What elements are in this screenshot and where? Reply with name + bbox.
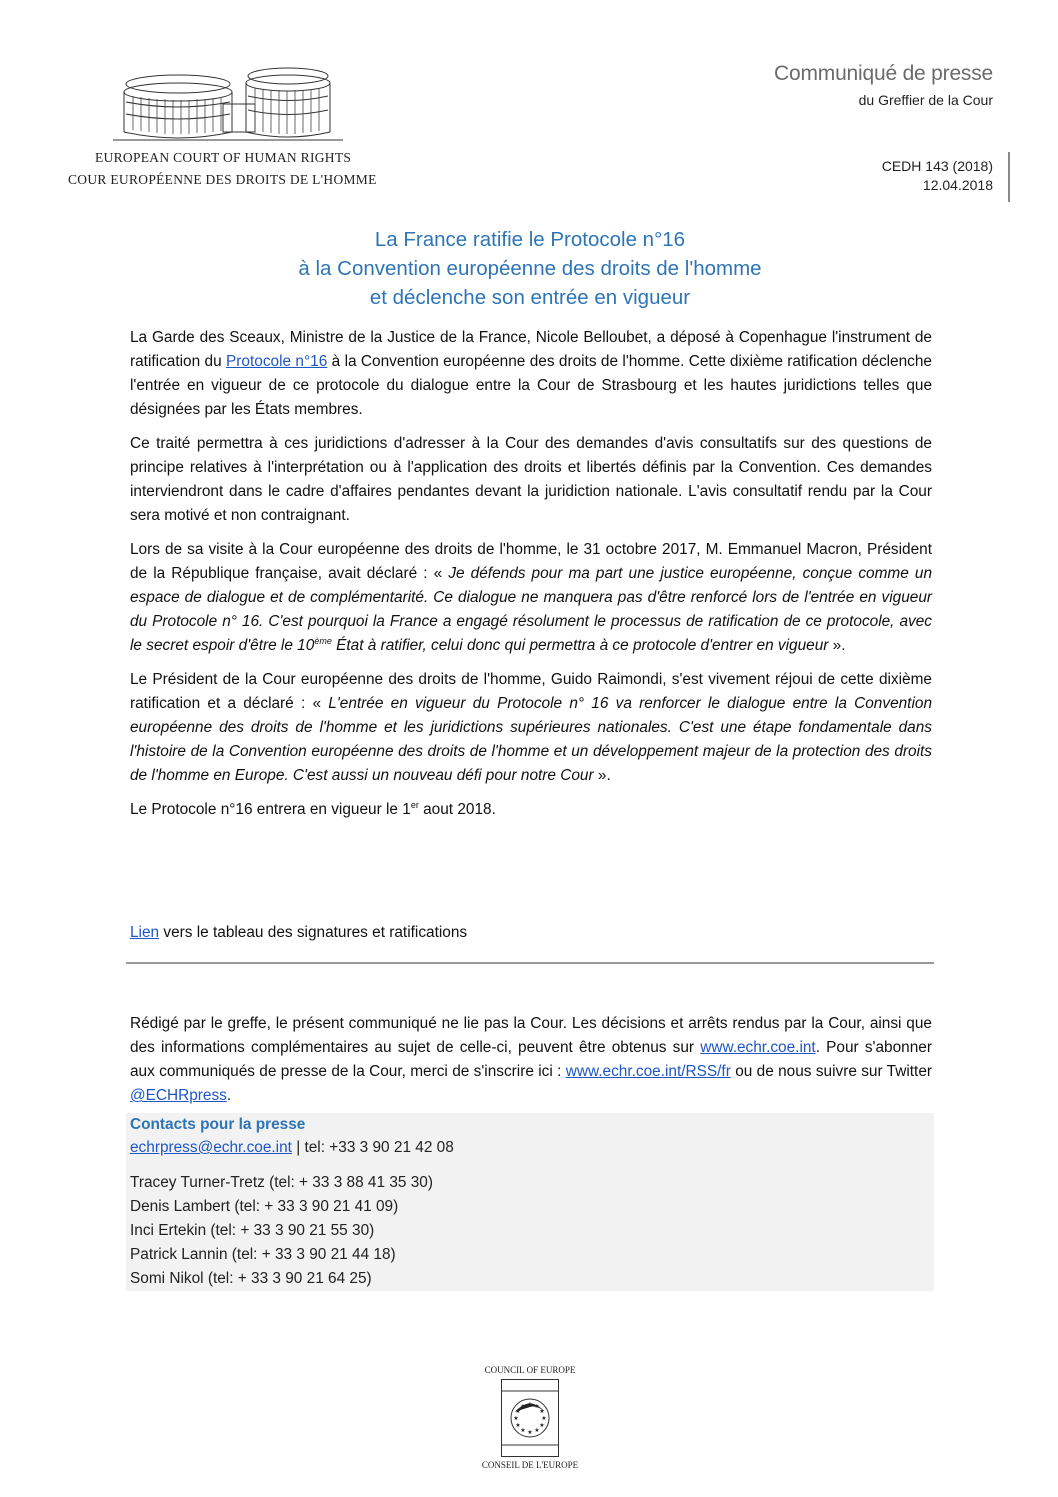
court-name-fr: COUR EUROPÉENNE DES DROITS DE L'HOMME bbox=[68, 172, 377, 187]
p1-text-a: La Garde des Sceaux, Ministre de la Justice de la France, Nicole Belloubet, a déposé à Copenhague l'instrument de ratification du bbox=[130, 329, 932, 370]
document-title bbox=[100, 225, 960, 312]
council-of-europe-logo bbox=[480, 1365, 580, 1475]
coe-name-en: COUNCIL OF EUROPE bbox=[484, 1365, 576, 1375]
p1-text-b: à la Convention européenne des droits de l'homme. Cette dixième ratification déclenche l'entrée en vigueur de ce protocole du dialogue entre la Cour de Strasbourg et les hautes juridictions telles que désignées par les États membres. bbox=[130, 353, 932, 418]
echr-website-link[interactable]: www.echr.coe.int bbox=[700, 1039, 816, 1056]
svg-text:★: ★ bbox=[539, 1408, 545, 1415]
svg-text:★: ★ bbox=[520, 1403, 526, 1410]
p5-superscript: er bbox=[410, 799, 419, 810]
p3-quote-a: Je défends pour ma part une justice européenne, conçue comme un espace de dialogue et de complémentarité. Ce dialogue ne manquera pas d'être renforcé lors de l'entrée en vigueur du Protocole n° 16. C'est pourquoi la France a engagé résolument le processus de ratification de ce protocole, avec le secret espoir d'être le 10 bbox=[130, 565, 932, 654]
svg-text:★: ★ bbox=[515, 1408, 521, 1415]
p3-quote-b: État à ratifier, celui donc qui permettra à ce protocole d'entrer en vigueur bbox=[331, 637, 829, 654]
title-line-1: La France ratifie le Protocole n°16 bbox=[374, 228, 686, 251]
footer-text-d: . bbox=[226, 1087, 232, 1104]
lien-text: vers le tableau des signatures et ratifications bbox=[159, 924, 468, 941]
coe-emblem-icon bbox=[501, 1379, 559, 1457]
footer-text-b: . Pour s'abonner aux communiqués de presse de la Cour, merci de s'inscrire ici : bbox=[130, 1039, 932, 1080]
contacts-list bbox=[130, 1171, 433, 1291]
signatures-link-line bbox=[130, 921, 467, 945]
svg-text:★: ★ bbox=[539, 1422, 545, 1429]
press-header bbox=[774, 62, 993, 108]
p4-text: Le Président de la Cour européenne des droits de l'homme, Guido Raimondi, s'est vivement réjoui de cette dixième ratification et a déclaré : « bbox=[130, 671, 932, 712]
contact-person: Tracey Turner-Tretz (tel: + 33 3 88 41 35 30) bbox=[130, 1174, 433, 1191]
title-line-3: et déclenche son entrée en vigueur bbox=[369, 286, 691, 309]
release-date: 12.04.2018 bbox=[922, 177, 993, 193]
contacts-title: Contacts pour la presse bbox=[130, 1116, 306, 1133]
protocol-16-link[interactable]: Protocole n°16 bbox=[226, 353, 328, 370]
rss-link[interactable]: www.echr.coe.int/RSS/fr bbox=[565, 1063, 731, 1080]
paragraph-1 bbox=[130, 326, 932, 422]
svg-text:★: ★ bbox=[520, 1427, 526, 1434]
press-subtitle: du Greffier de la Cour bbox=[858, 92, 993, 108]
svg-text:★: ★ bbox=[541, 1415, 547, 1422]
p4-quote: L'entrée en vigueur du Protocole n° 16 va renforcer le dialogue entre la Convention européenne des droits de l'homme et les juridictions supérieures nationales. C'est une étape fondamentale dans l'histoire de la Convention européenne des droits de l'homme et un développement majeur de la protection des droits de l'homme en Europe. C'est aussi un nouveau défi pour notre Cour bbox=[130, 695, 932, 784]
twitter-link[interactable]: @ECHRpress bbox=[130, 1087, 227, 1104]
p5-text-b: aout 2018. bbox=[418, 801, 496, 818]
svg-text:★: ★ bbox=[527, 1429, 533, 1436]
paragraph-4 bbox=[130, 668, 932, 788]
title-line-2: à la Convention européenne des droits de l'homme bbox=[298, 257, 762, 280]
press-phone: | tel: +33 3 90 21 42 08 bbox=[291, 1139, 454, 1156]
p3-end: ». bbox=[828, 637, 846, 654]
contact-person: Inci Ertekin (tel: + 33 3 90 21 55 30) bbox=[130, 1222, 375, 1239]
p5-text-a: Le Protocole n°16 entrera en vigueur le 1 bbox=[130, 801, 411, 818]
svg-text:★: ★ bbox=[534, 1427, 540, 1434]
body-text bbox=[130, 326, 932, 832]
svg-text:★: ★ bbox=[513, 1415, 519, 1422]
svg-text:★: ★ bbox=[527, 1401, 533, 1408]
contact-person: Patrick Lannin (tel: + 33 3 90 21 44 18) bbox=[130, 1246, 396, 1263]
reference-block bbox=[882, 157, 993, 195]
reference-number: CEDH 143 (2018) bbox=[881, 158, 993, 174]
p4-end: ». bbox=[593, 767, 611, 784]
contact-person: Somi Nikol (tel: + 33 3 90 21 64 25) bbox=[130, 1270, 372, 1287]
svg-text:★: ★ bbox=[534, 1403, 540, 1410]
coe-name-fr: CONSEIL DE L'EUROPE bbox=[481, 1460, 579, 1470]
paragraph-5 bbox=[130, 798, 932, 822]
footer-text-a: Rédigé par le greffe, le présent communiqué ne lie pas la Cour. Les décisions et arrêts rendus par la Cour, ainsi que des informations complémentaires au sujet de celle-ci, peuvent être obtenus sur bbox=[130, 1015, 932, 1056]
contact-person: Denis Lambert (tel: + 33 3 90 21 41 09) bbox=[130, 1198, 399, 1215]
reference-divider bbox=[1008, 152, 1010, 202]
p3-text: Lors de sa visite à la Cour européenne des droits de l'homme, le 31 octobre 2017, M. Emmanuel Macron, Président de la République française, avait déclaré : « bbox=[130, 541, 932, 582]
contacts-email-line bbox=[130, 1139, 454, 1157]
court-logo bbox=[68, 62, 395, 192]
court-name-en: EUROPEAN COURT OF HUMAN RIGHTS bbox=[95, 150, 352, 165]
footer-divider bbox=[126, 962, 934, 964]
press-contacts-box bbox=[126, 1113, 934, 1291]
footer-text-c: ou de nous suivre sur Twitter bbox=[730, 1063, 933, 1080]
paragraph-2: Ce traité permettra à ces juridictions d'adresser à la Cour des demandes d'avis consultatifs sur des questions de principe relatives à l'interprétation ou à l'application des droits et libertés définis par la Convention. Ces demandes interviendront dans le cadre d'affaires pendantes devant la juridiction nationale. L'avis consultatif rendu par la Cour sera motivé et non contraignant. bbox=[130, 435, 932, 524]
p3-superscript: ème bbox=[314, 635, 332, 646]
lien-link[interactable]: Lien bbox=[130, 924, 160, 941]
press-title: Communiqué de presse bbox=[774, 62, 993, 85]
court-building-icon bbox=[113, 62, 343, 150]
svg-text:★: ★ bbox=[515, 1422, 521, 1429]
footer-text bbox=[130, 1012, 932, 1108]
press-email-link[interactable]: echrpress@echr.coe.int bbox=[130, 1139, 292, 1156]
paragraph-3 bbox=[130, 538, 932, 658]
